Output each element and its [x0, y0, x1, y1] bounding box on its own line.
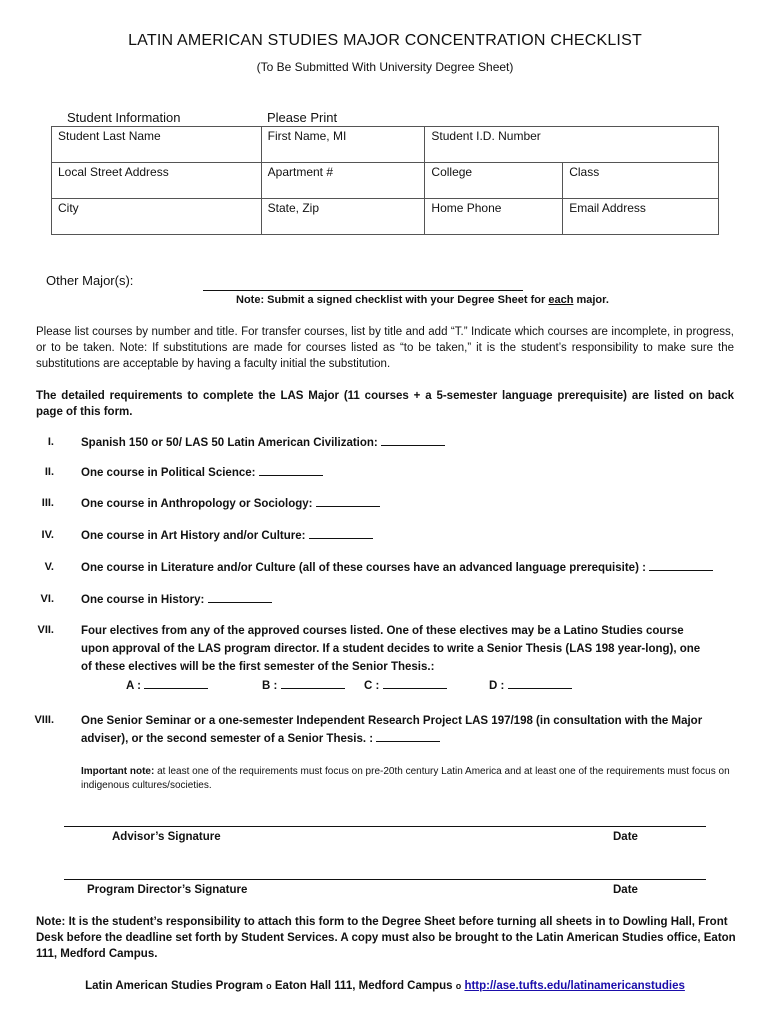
submit-note-suffix: major. — [573, 294, 609, 306]
last-name-field[interactable]: Student Last Name — [52, 127, 262, 163]
requirement-text: One course in Political Science: — [81, 467, 259, 479]
requirement-text: One course in Anthropology or Sociology: — [81, 498, 316, 510]
page-subtitle: (To Be Submitted With University Degree Sheet) — [256, 60, 514, 74]
slot-label: B : — [262, 680, 278, 692]
student-id-field[interactable]: Student I.D. Number — [425, 127, 719, 163]
director-signature-line[interactable] — [64, 879, 706, 880]
requirement-item — [81, 464, 323, 482]
footer-program: Latin American Studies Program — [85, 980, 263, 992]
table-row — [52, 163, 719, 199]
elective-slot-b — [262, 677, 345, 695]
state-zip-field[interactable]: State, Zip — [261, 199, 425, 235]
course-blank[interactable] — [309, 528, 373, 539]
instructions-paragraph: Please list courses by number and title. For transfer courses, list by title and add “T.” Indicate which courses are incomplete, in progress, or to be taken. Note: If substitutions are made for courses listed as “to be taken,” it is the student’s responsibility to make sure the substitutions are acceptable by having a faculty initial the substitution. — [36, 326, 734, 370]
table-row — [52, 127, 719, 163]
course-blank[interactable] — [259, 465, 323, 476]
req-number: VIII. — [34, 714, 54, 726]
requirement-item — [81, 591, 272, 609]
street-address-field[interactable]: Local Street Address — [52, 163, 262, 199]
advisor-signature-line[interactable] — [64, 826, 706, 827]
footer — [0, 980, 770, 992]
requirement-text: One course in Literature and/or Culture (all of these courses have an advanced language prerequisite) : — [81, 562, 650, 574]
page-title: LATIN AMERICAN STUDIES MAJOR CONCENTRATION CHECKLIST — [128, 32, 642, 49]
req-number: III. — [41, 497, 54, 509]
advisor-signature-label: Advisor’s Signature — [112, 831, 221, 843]
requirement-text: One Senior Seminar or a one-semester Independent Research Project LAS 197/198 (in consultation with the Major adviser), or the second semester of a Senior Thesis. : — [81, 715, 703, 745]
footer-link[interactable]: http://ase.tufts.edu/latinamericanstudies — [464, 980, 685, 992]
footer-separator: o — [266, 981, 272, 991]
college-field[interactable]: College — [425, 163, 563, 199]
req-number: I. — [47, 436, 54, 448]
requirement-item — [81, 527, 373, 545]
important-note — [81, 765, 731, 793]
first-name-field[interactable]: First Name, MI — [261, 127, 425, 163]
elective-slot-a — [126, 677, 208, 695]
submit-note-each: each — [548, 294, 574, 306]
please-print-label: Please Print — [267, 110, 338, 125]
requirement-item — [81, 559, 713, 577]
requirement-item — [81, 495, 380, 513]
class-field[interactable]: Class — [563, 163, 719, 199]
submit-note — [236, 294, 609, 306]
requirement-text: Spanish 150 or 50/ LAS 50 Latin American Civilization: — [81, 437, 381, 449]
footer-separator: o — [455, 981, 462, 991]
req-number: VI. — [40, 593, 54, 605]
director-signature-label: Program Director’s Signature — [87, 884, 248, 896]
final-note: Note: It is the student’s responsibility to attach this form to the Degree Sheet before turning all sheets in to Dowling Hall, Front Desk before the deadline set forth by Student Services. A copy must also be brought to the Latin American Studies office, Eaton 111, Medford Campus. — [36, 916, 736, 960]
req-number: II. — [44, 466, 54, 478]
footer-location: Eaton Hall 111, Medford Campus — [274, 980, 453, 992]
student-info-header: Student Information — [67, 110, 181, 125]
detailed-requirements-paragraph: The detailed requirements to complete the LAS Major (11 courses + a 5-semester language prerequisite) are listed on back page of this form. — [36, 390, 734, 418]
course-blank[interactable] — [383, 678, 447, 689]
important-label: Important note: — [81, 766, 155, 777]
apartment-field[interactable]: Apartment # — [261, 163, 425, 199]
slot-label: D : — [489, 680, 505, 692]
requirement-text: One course in History: — [81, 594, 208, 606]
email-field[interactable]: Email Address — [563, 199, 719, 235]
elective-slot-d — [489, 677, 572, 695]
important-text: at least one of the requirements must focus on pre-20th century Latin America and at least one of the requirements must focus on indigenous cultures/societies. — [81, 766, 730, 791]
director-date-label: Date — [613, 884, 638, 896]
course-blank[interactable] — [376, 731, 440, 742]
city-field[interactable]: City — [52, 199, 262, 235]
course-blank[interactable] — [208, 592, 272, 603]
course-blank[interactable] — [144, 678, 208, 689]
other-majors-label: Other Major(s): — [46, 273, 134, 288]
seminar-requirement — [81, 712, 711, 748]
slot-label: C : — [364, 680, 380, 692]
course-blank[interactable] — [381, 435, 445, 446]
advisor-date-label: Date — [613, 831, 638, 843]
table-row — [52, 199, 719, 235]
other-majors-line[interactable] — [203, 290, 523, 291]
requirement-item — [81, 434, 445, 452]
requirement-text: One course in Art History and/or Culture: — [81, 530, 309, 542]
slot-label: A : — [126, 680, 141, 692]
elective-slot-c — [364, 677, 447, 695]
electives-requirement: Four electives from any of the approved courses listed. One of these electives may be a Latino Studies course upon approval of the LAS program director. If a student decides to write a Senior Thesis (LAS 198 year-long), one of these electives will be the first semester of the Senior Thesis.: — [81, 625, 701, 673]
student-info-table — [51, 126, 719, 235]
req-number: VII. — [37, 624, 54, 636]
course-blank[interactable] — [316, 496, 380, 507]
req-number: IV. — [41, 529, 54, 541]
submit-note-prefix: Note: Submit a signed checklist with your Degree Sheet for — [236, 294, 549, 306]
course-blank[interactable] — [508, 678, 572, 689]
home-phone-field[interactable]: Home Phone — [425, 199, 563, 235]
course-blank[interactable] — [281, 678, 345, 689]
course-blank[interactable] — [649, 560, 713, 571]
req-number: V. — [44, 561, 54, 573]
